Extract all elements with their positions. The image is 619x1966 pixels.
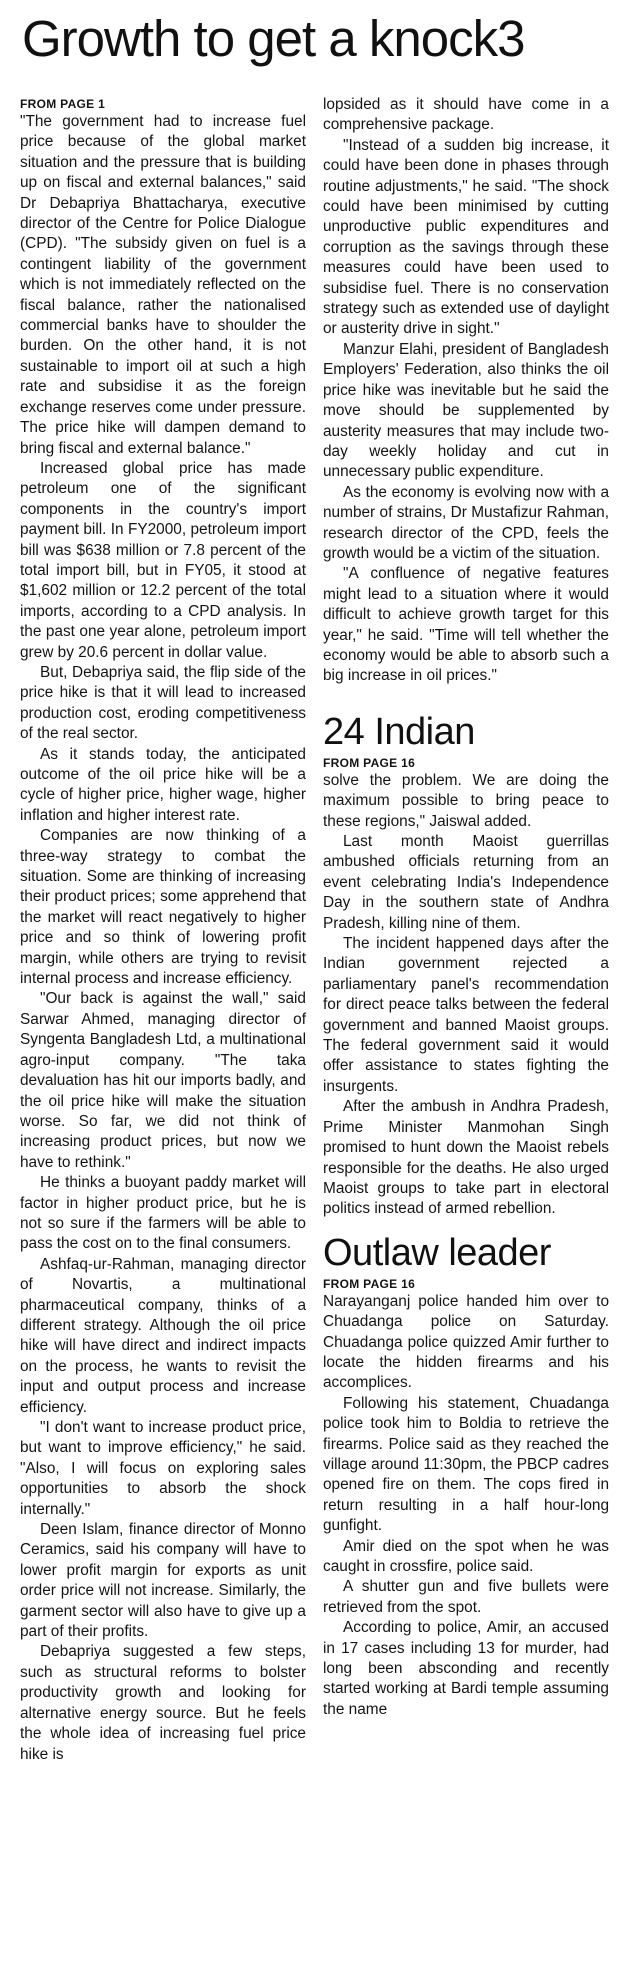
outlaw-paragraph: Amir died on the spot when he was caught in crossfire, police said. <box>323 1537 609 1575</box>
main-kicker: FROM PAGE 1 <box>20 97 106 111</box>
indian-kicker: FROM PAGE 16 <box>323 755 416 770</box>
main-paragraph: Deen Islam, finance director of Monno Ceramics, said his company will have to lower profit margin for exports as unit order price will not increase. Similarly, the garment sector will also have to give up a part of their profits. <box>20 1521 306 1641</box>
outlaw-paragraph: A shutter gun and five bullets were retrieved from the spot. <box>323 1578 609 1616</box>
main-paragraph: Debapriya suggested a few steps, such as structural reforms to bolster productivity growth and looking for alternative energy source. But he feels the whole idea of increasing fuel price hike is <box>20 1643 306 1763</box>
main-paragraph: He thinks a buoyant paddy market will factor in higher product price, but he is not so sure if the farmers will be able to pass the cost on to the final consumers. <box>20 1174 306 1253</box>
main-paragraph: As it stands today, the anticipated outcome of the oil price hike will be a cycle of higher price, higher wage, higher inflation and higher interest rate. <box>20 745 306 824</box>
outlaw-kicker: FROM PAGE 16 <box>323 1276 416 1291</box>
outlaw-story <box>323 1230 609 1721</box>
main-paragraph: lopsided as it should have come in a comprehensive package. <box>323 96 609 134</box>
main-paragraph: But, Debapriya said, the flip side of the price hike is that it will lead to increased production cost, eroding competitiveness of the real sector. <box>20 663 306 743</box>
main-paragraph: "A confluence of negative features might lead to a situation where it would difficult to achieve growth target for this year," he said. "Time will tell whether the economy would be able to absorb such a big increase in oil prices." <box>323 565 609 685</box>
main-paragraph: "I don't want to increase product price, but want to improve efficiency," he said. "Also, I will focus on exploring sales opportunities to absorb the shock internally." <box>20 1419 306 1518</box>
outlaw-paragraph: According to police, Amir, an accused in 17 cases including 13 for murder, had long been absconding and recently started working at Bardi temple assuming the name <box>323 1619 609 1718</box>
indian-headline: 24 Indian <box>323 710 475 753</box>
main-paragraph: As the economy is evolving now with a number of strains, Dr Mustafizur Rahman, research director of the CPD, feels the growth would be a victim of the situation. <box>323 483 609 562</box>
main-paragraph: "Instead of a sudden big increase, it could have been done in phases through routine adjustments," he said. "The shock could have been minimised by cutting unproductive public expenditures and corruption as the savings through these measures could have been used to subsidise fuel. There is no conservation strategy such as extended use of daylight or austerity drive in sight." <box>323 136 609 338</box>
outlaw-paragraph: Following his statement, Chuadanga police took him to Boldia to retrieve the firearms. Police said as they reached the village around 11:30pm, the PBCP cadres opened fire on them. The cops fired in return resulting in a half hour-long gunfight. <box>323 1394 609 1535</box>
main-paragraph: Manzur Elahi, president of Bangladesh Employers' Federation, also thinks the oil price hike was inevitable but he said the move should be supplemented by austerity measures that may include two-day weekly holiday and cut in unnecessary public expenditure. <box>323 340 609 481</box>
indian-paragraph: solve the problem. We are doing the maximum possible to bring peace to these regions," Jaiswal added. <box>323 771 609 830</box>
indian-story <box>323 709 609 1220</box>
main-paragraph: Ashfaq-ur-Rahman, managing director of Novartis, a multinational pharmaceutical company, thinks of a different strategy. Although the oil price hike will have direct and indirect impacts on the process, he wants to revisit the input and output process and increase efficiency. <box>20 1255 306 1416</box>
right-column <box>323 95 609 1720</box>
indian-paragraph: After the ambush in Andhra Pradesh, Prime Minister Manmohan Singh promised to hunt down the Maoist rebels responsible for the deaths. He also urged Maoist groups to take part in electoral politics instead of armed rebellion. <box>323 1098 609 1218</box>
main-headline: Growth to get a knock3 <box>22 10 525 67</box>
indian-paragraph: Last month Maoist guerrillas ambushed officials returning from an event celebrating India's Independence Day in the southern state of Andhra Pradesh, killing nine of them. <box>323 833 609 932</box>
left-column <box>20 96 306 1765</box>
main-paragraph: "Our back is against the wall," said Sarwar Ahmed, managing director of Syngenta Bangladesh Ltd, a multinational agro-input company. "The taka devaluation has hit our imports badly, and the oil price hike will make the situation worse. So far, we did not think of increasing product prices, but now we have to rethink." <box>20 990 306 1171</box>
outlaw-headline: Outlaw leader <box>323 1231 551 1274</box>
main-paragraph: "The government had to increase fuel price because of the global market situation and the pressure that is building up on fiscal and external balances," said Dr Debapriya Bhattacharya, executive director of the Centre for Police Dialogue (CPD). "The subsidy given on fuel is a contingent liability of the government which is not immediately reflected on the fiscal balance, rather the nationalised commercial banks have to shoulder the burden. On the other hand, it is not sustainable to import oil at such a high rate and subsidise it as the foreign exchange reserves come under pressure. The price hike will dampen demand to bring fiscal and external balance." <box>20 113 306 457</box>
main-paragraph: Increased global price has made petroleum one of the significant components in the country's import payment bill. In FY2000, petroleum import bill was $638 million or 7.8 percent of the total import bill, but in FY05, it stood at $1,602 million or 12.2 percent of the total imports, according to a CPD analysis. In the past one year alone, petroleum import grew by 20.6 percent in dollar value. <box>20 459 306 661</box>
indian-paragraph: The incident happened days after the Indian government rejected a parliamentary panel's recommendation for direct peace talks between the federal government and banned Maoist groups. The federal government said it would offer assistance to states fighting the insurgents. <box>323 935 609 1095</box>
outlaw-paragraph: Narayanganj police handed him over to Chuadanga police on Saturday. Chuadanga police quizzed Amir further to locate the hidden firearms and his accomplices. <box>323 1292 609 1392</box>
main-paragraph: Companies are now thinking of a three-way strategy to combat the situation. Some are thinking of increasing their product prices; some apprehend that the market will react negatively to higher price and so think of lowering profit margin, while others are trying to revisit internal process and increase efficiency. <box>20 827 306 988</box>
